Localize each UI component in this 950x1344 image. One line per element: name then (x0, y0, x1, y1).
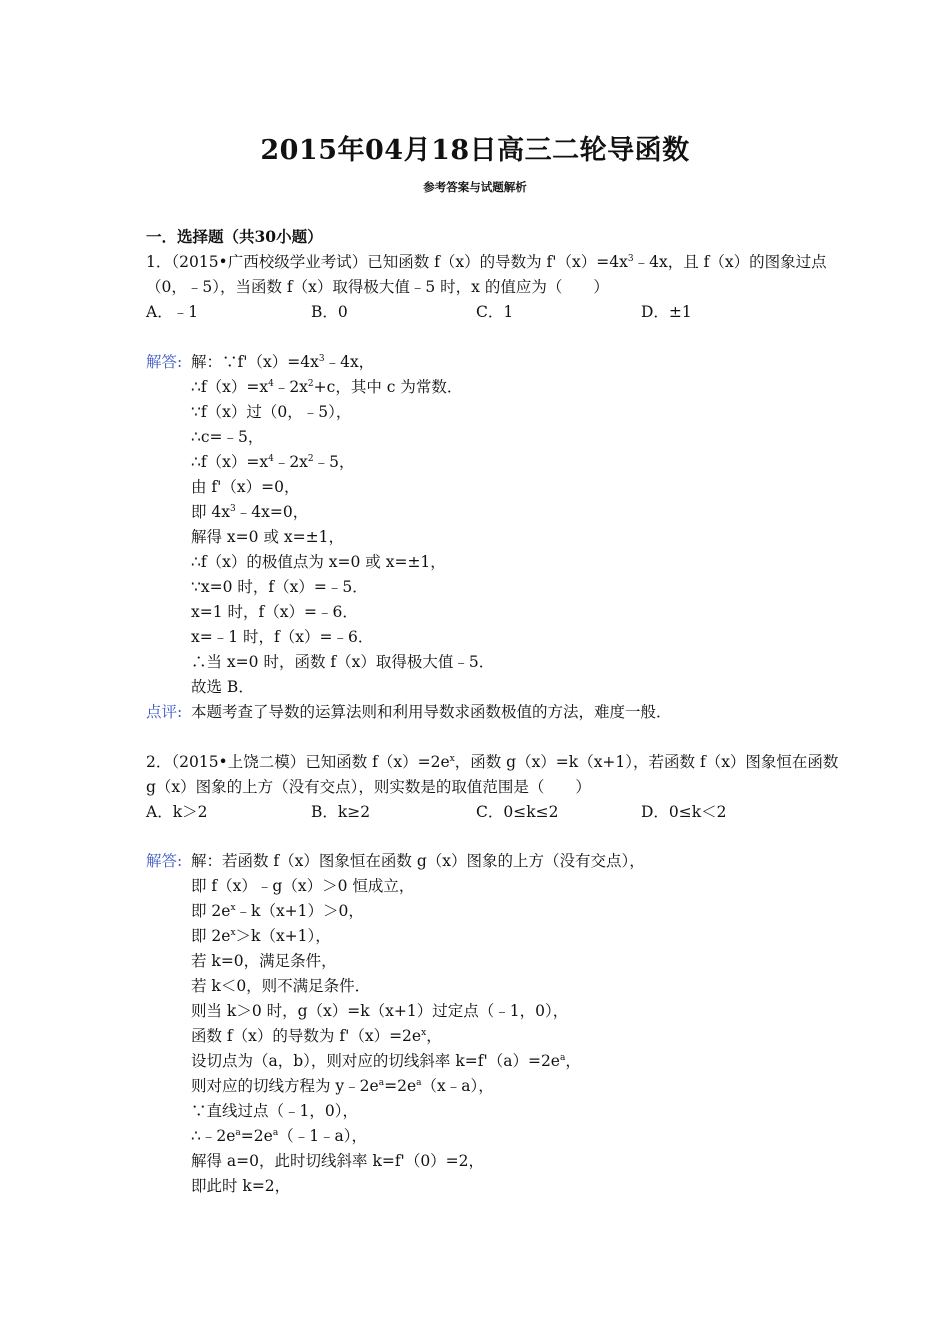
q2-solution-line: 函数 f（x）的导数为 $f'(x)=2e^x$， (191, 1027, 442, 1045)
q1-option-b: B．0 (311, 303, 348, 321)
q1-solution-line: 故选 B． (191, 678, 254, 696)
q1-option-d: D．±1 (641, 303, 692, 321)
q2-stem-line1: 2．（2015•上饶二模）已知函数 $f(x)=2e^x$，函数 g（x）=k（x+1），若函数 f（x）图象恒在函数 (146, 753, 839, 771)
q2-stem-line2: g（x）图象的上方（没有交点），则实数是的取值范围是（ ） (146, 778, 591, 796)
q2-solution-line: $\therefore﹣2e^a=2e^a(﹣1﹣a)$， (191, 1127, 368, 1145)
q2-solution-line: 若 k=0，满足条件， (191, 952, 337, 970)
document-title: 2015年04月18日高三二轮导函数 (260, 135, 690, 166)
q1-solution-line: x=﹣1 时，f（x）=﹣6． (191, 628, 374, 646)
q2-solution-line: 即 $2e^x>k(x+1)$， (191, 927, 331, 945)
q2-option-d: D．0≤k＜2 (641, 803, 727, 821)
q1-solution-line: $\therefore f(x)=x^4﹣2x^2+c$，其中 c 为常数． (191, 378, 463, 396)
q1-stem-line1: 1．（2015•广西校级学业考试）已知函数 f（x）的导数为 $f'(x)=4x^3﹣4x$，且 f（x）的图象过点 (146, 253, 827, 271)
q1-solution-line: ∴当 x=0 时，函数 f（x）取得极大值﹣5． (191, 653, 495, 671)
q2-solution-line: 即 f（x）﹣g（x）＞0 恒成立， (191, 877, 415, 895)
q2-solution-line: 若 k＜0，则不满足条件． (191, 977, 371, 995)
q2-solution-line: 即此时 k=2， (191, 1177, 291, 1195)
q2-option-a: A．k＞2 (146, 803, 208, 821)
q1-option-a: A．﹣1 (146, 303, 199, 321)
q2-solution-line: 则对应的切线方程为 $y﹣2e^a=2e^a(x﹣a)$， (191, 1077, 494, 1095)
q1-solution-line: 解：$\because f'(x)=4x^3﹣4x$， (191, 353, 375, 371)
q1-solution-line: ∴c=﹣5， (191, 428, 264, 446)
q1-solution-line: ∵f（x）过（0，﹣5）， (191, 403, 352, 421)
q2-solution-line: 即 $2e^x﹣k(x+1)>0$， (191, 902, 364, 920)
q1-solution-line: ∴f（x）的极值点为 x=0 或 x=±1， (191, 553, 446, 571)
document-subtitle: 参考答案与试题解析 (423, 180, 527, 194)
section-heading: 一．选择题（共30小题） (146, 227, 323, 246)
q1-solution-line: $\therefore f(x)=x^4﹣2x^2﹣5$， (191, 453, 355, 471)
q1-solution-line: 由 f'（x）=0， (191, 478, 300, 496)
q2-answer-label: 解答: (146, 852, 183, 870)
q2-solution-line: 设切点为（a，b），则对应的切线斜率 $k=f'(a)=2e^a$， (191, 1052, 581, 1070)
q2-solution-line: ∵直线过点（﹣1，0）， (191, 1102, 358, 1120)
q1-solution-line: 即 $4x^3﹣4x=0$， (191, 503, 309, 521)
q1-answer-label: 解答: (146, 353, 183, 371)
q1-solution-line: ∵x=0 时，f（x）=﹣5． (191, 578, 368, 596)
q1-solution-line: x=1 时，f（x）=﹣6． (191, 603, 358, 621)
q2-solution-line: 解：若函数 f（x）图象恒在函数 g（x）图象的上方（没有交点）， (191, 852, 645, 870)
q1-comment: 本题考查了导数的运算法则和利用导数求函数极值的方法，难度一般． (191, 703, 672, 721)
q2-solution-line: 则当 k＞0 时，g（x）=k（x+1）过定点（﹣1，0）， (191, 1002, 569, 1020)
q1-comment-label: 点评: (146, 703, 183, 721)
q1-stem-line2: （0，﹣5），当函数 f（x）取得极大值﹣5 时，x 的值应为（ ） (146, 278, 609, 296)
q2-option-b: B．k≥2 (311, 803, 371, 821)
q2-solution-line: 解得 a=0，此时切线斜率 k=f'（0）=2， (191, 1152, 485, 1170)
q2-option-c: C．0≤k≤2 (476, 803, 559, 821)
q1-solution-line: 解得 x=0 或 x=±1， (191, 528, 344, 546)
q1-option-c: C．1 (476, 303, 514, 321)
